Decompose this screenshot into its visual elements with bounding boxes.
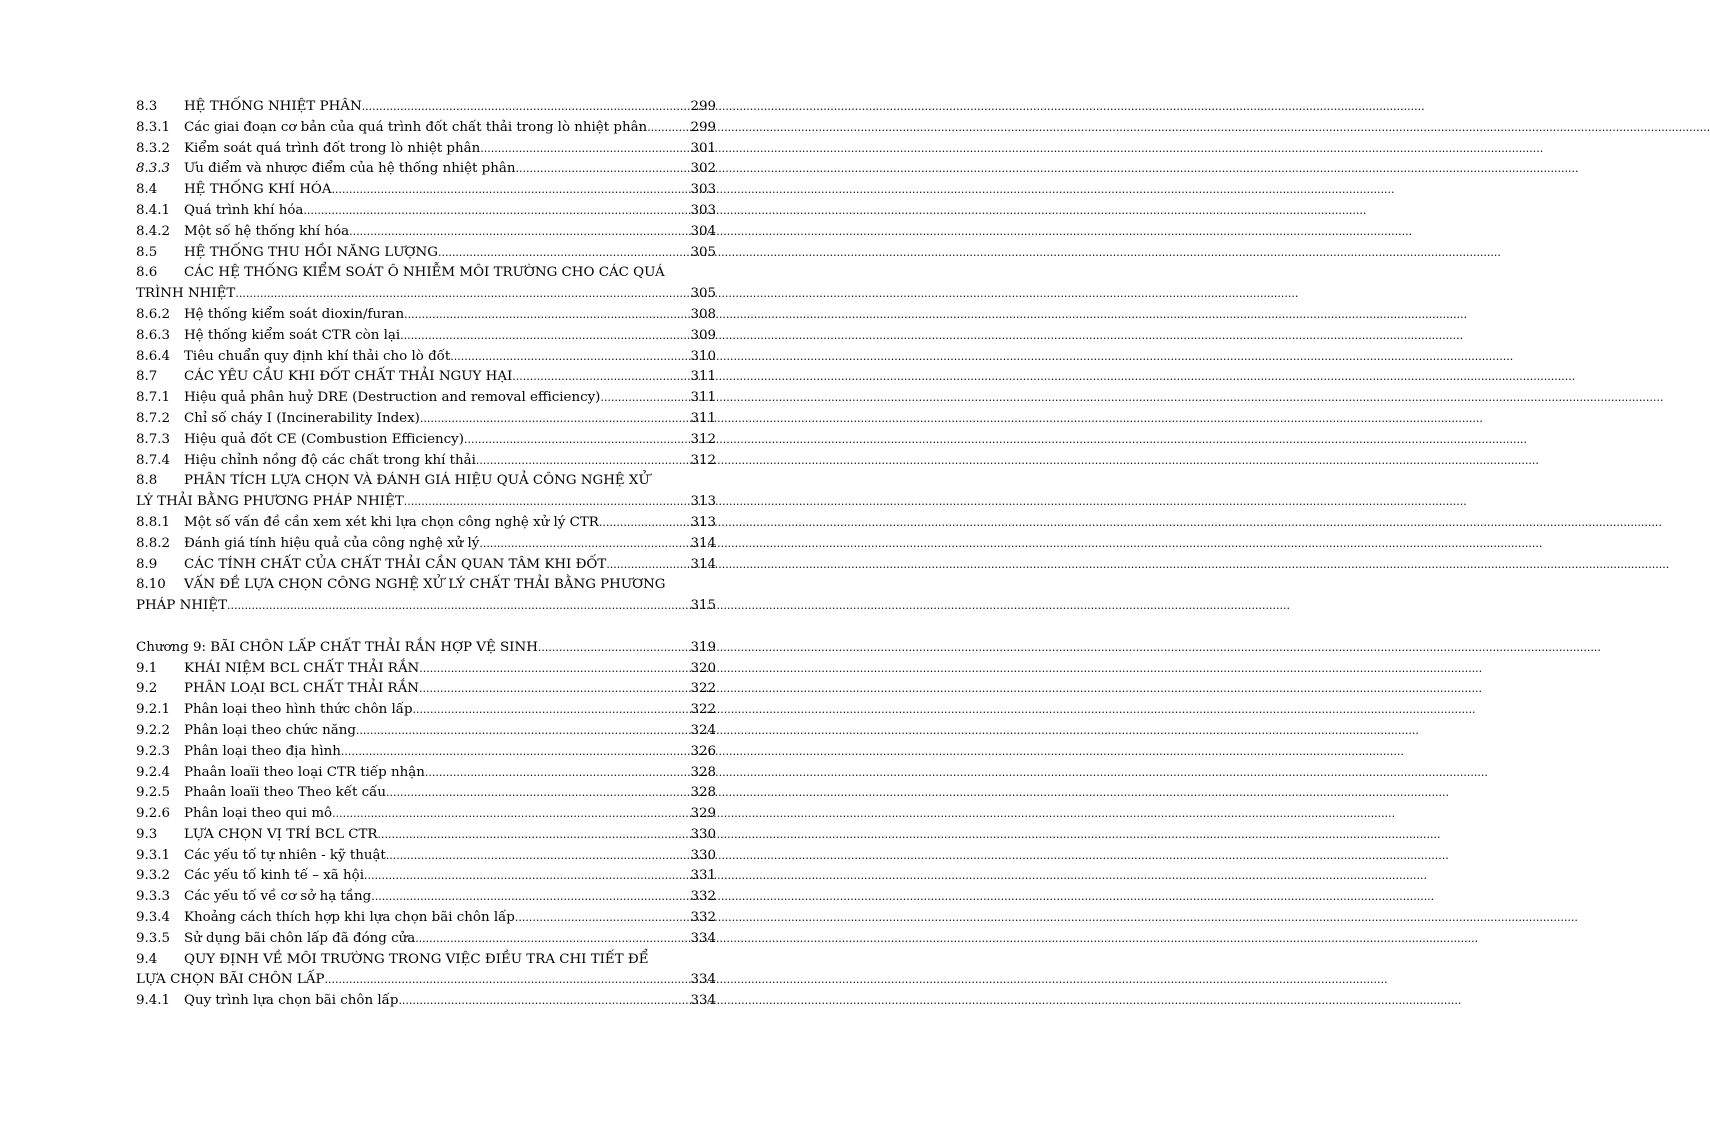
toc-page: 334 <box>690 930 716 946</box>
toc-entry-continuation[interactable] <box>136 492 716 513</box>
toc-title: CÁC HỆ THỐNG KIỂM SOÁT Ô NHIỄM MÔI TRƯỜNG CHO CÁC QUÁ <box>184 265 665 281</box>
toc-title: Phaân loaïi theo loại CTR tiếp nhận <box>184 764 425 780</box>
toc-entry[interactable] <box>136 534 716 555</box>
toc-title: Một số vấn đề cần xem xét khi lựa chọn công nghệ xử lý CTR <box>184 514 599 530</box>
toc-title: HỆ THỐNG NHIỆT PHÂN <box>184 99 362 114</box>
toc-number: 8.8.2 <box>136 535 171 551</box>
toc-page: 305 <box>690 244 716 260</box>
toc-page: 326 <box>690 743 716 759</box>
table-of-contents <box>136 97 716 1012</box>
toc-page: 302 <box>690 161 716 177</box>
toc-number: 9.2.2 <box>136 722 171 738</box>
toc-number: 8.3.1 <box>136 119 171 135</box>
toc-number: 9.2 <box>136 681 158 697</box>
toc-page: 320 <box>690 660 716 676</box>
toc-entry[interactable] <box>136 742 716 763</box>
toc-number: 9.2.6 <box>136 806 171 822</box>
toc-title: Các yếu tố tự nhiên - kỹ thuật <box>184 847 386 863</box>
toc-number: 8.7 <box>136 369 158 385</box>
toc-page: 313 <box>690 494 716 510</box>
toc-title: Ưu điểm và nhược điểm của hệ thống nhiệt phân <box>184 161 516 177</box>
toc-entry[interactable] <box>136 700 716 721</box>
toc-number: 8.7.2 <box>136 410 171 426</box>
toc-page: 329 <box>690 806 716 822</box>
toc-page: 330 <box>690 826 716 842</box>
toc-chapter-entry[interactable] <box>136 638 716 659</box>
toc-title-continued: TRÌNH NHIỆT <box>136 286 236 302</box>
toc-page: 311 <box>690 410 716 426</box>
toc-number: 8.7.1 <box>136 390 171 406</box>
toc-entry[interactable] <box>136 347 716 368</box>
toc-entry[interactable] <box>136 763 716 784</box>
toc-entry[interactable] <box>136 222 716 243</box>
toc-number: 9.4 <box>136 951 158 967</box>
toc-entry[interactable] <box>136 825 716 846</box>
toc-title: Phân loại theo qui mô <box>184 806 333 822</box>
toc-title: Hiệu chỉnh nồng độ các chất trong khí thải <box>184 452 476 468</box>
toc-entry[interactable] <box>136 866 716 887</box>
toc-page: 319 <box>690 639 716 655</box>
toc-entry[interactable] <box>136 659 716 680</box>
toc-number: 8.4 <box>136 182 158 198</box>
toc-number: 9.3 <box>136 826 158 842</box>
toc-number: 8.6 <box>136 265 158 281</box>
toc-title: Chỉ số cháy I (Incinerability Index) <box>184 410 420 426</box>
toc-title: Phân loại theo hình thức chôn lấp <box>184 702 413 718</box>
toc-number: 8.6.4 <box>136 348 171 364</box>
toc-page: 312 <box>690 452 716 468</box>
toc-entry[interactable] <box>136 388 716 409</box>
toc-page: 311 <box>690 390 716 406</box>
toc-title: Đánh giá tính hiệu quả của công nghệ xử lý <box>184 535 480 551</box>
toc-title: Hệ thống kiểm soát CTR còn lại <box>184 327 401 343</box>
toc-page: 328 <box>690 764 716 780</box>
toc-page: 301 <box>690 140 716 156</box>
toc-page: 314 <box>690 556 716 572</box>
toc-entry[interactable] <box>136 846 716 867</box>
toc-number: 8.8.1 <box>136 514 171 530</box>
toc-title: Các yếu tố về cơ sở hạ tầng <box>184 889 372 905</box>
toc-page: 303 <box>690 182 716 198</box>
toc-title: CÁC YÊU CẦU KHI ĐỐT CHẤT THẢI NGUY HẠI <box>184 369 513 385</box>
toc-title: Hiệu quả phân huỷ DRE (Destruction and removal efficiency) <box>184 390 601 406</box>
toc-title: Một số hệ thống khí hóa <box>184 223 350 239</box>
toc-number: 9.2.3 <box>136 743 171 759</box>
toc-number: 9.4.1 <box>136 993 171 1009</box>
toc-entry[interactable] <box>136 409 716 430</box>
toc-page: 299 <box>690 119 716 135</box>
toc-number: 8.10 <box>136 577 166 593</box>
toc-entry[interactable] <box>136 451 716 472</box>
toc-title-continued: LỰA CHỌN BÃI CHÔN LẤP <box>136 972 325 988</box>
toc-title: Phaân loaïi theo Theo kết cấu <box>184 785 386 801</box>
toc-page: 313 <box>690 514 716 530</box>
toc-entry[interactable] <box>136 243 716 264</box>
toc-title: PHÂN LOẠI BCL CHẤT THẢI RẮN <box>184 681 419 697</box>
toc-entry[interactable] <box>136 326 716 347</box>
toc-page: 322 <box>690 702 716 718</box>
toc-page: 305 <box>690 286 716 302</box>
toc-number: 9.3.5 <box>136 930 171 946</box>
toc-number: 8.4.1 <box>136 202 171 218</box>
toc-title: Các giai đoạn cơ bản của quá trình đốt chất thải trong lò nhiệt phân <box>184 119 648 135</box>
toc-entry[interactable] <box>136 575 716 596</box>
toc-title: LỰA CHỌN VỊ TRÍ BCL CTR <box>184 826 378 842</box>
toc-number: 8.3.2 <box>136 140 171 156</box>
toc-title: Hiệu quả đốt CE (Combustion Efficiency) <box>184 431 464 447</box>
toc-entry-continuation[interactable] <box>136 596 716 617</box>
toc-page: 304 <box>690 223 716 239</box>
toc-number: 8.3.3 <box>136 161 171 177</box>
toc-title: HỆ THỐNG THU HỒI NĂNG LƯỢNG <box>184 244 438 260</box>
chapter-title: Chương 9: BÃI CHÔN LẤP CHẤT THẢI RẮN HỢP VỆ SINH <box>136 639 538 655</box>
toc-entry[interactable] <box>136 367 716 388</box>
toc-entry[interactable] <box>136 679 716 700</box>
toc-title: Kiểm soát quá trình đốt trong lò nhiệt phân <box>184 140 481 156</box>
toc-number: 9.3.3 <box>136 889 171 905</box>
toc-title: Các yếu tố kinh tế – xã hội <box>184 868 364 884</box>
toc-page: 324 <box>690 722 716 738</box>
toc-entry[interactable] <box>136 139 716 160</box>
toc-page: 322 <box>690 681 716 697</box>
toc-entry[interactable] <box>136 991 716 1012</box>
toc-number: 8.6.2 <box>136 306 171 322</box>
toc-entry[interactable] <box>136 783 716 804</box>
toc-title: Phân loại theo địa hình <box>184 743 341 759</box>
toc-entry[interactable] <box>136 97 716 118</box>
toc-entry[interactable] <box>136 471 716 492</box>
spacer <box>136 617 716 638</box>
toc-page: 328 <box>690 785 716 801</box>
toc-title: Sử dụng bãi chôn lấp đã đóng cửa <box>184 930 416 946</box>
toc-number: 9.2.1 <box>136 702 171 718</box>
toc-page: 315 <box>690 598 716 614</box>
toc-entry[interactable] <box>136 721 716 742</box>
toc-page: 332 <box>690 889 716 905</box>
toc-number: 9.3.4 <box>136 910 171 926</box>
toc-title: Tiêu chuẩn quy định khí thải cho lò đốt <box>184 348 451 364</box>
toc-entry[interactable] <box>136 159 716 180</box>
toc-page: 310 <box>690 348 716 364</box>
toc-entry[interactable] <box>136 908 716 929</box>
toc-entry[interactable] <box>136 555 716 576</box>
toc-entry[interactable] <box>136 263 716 284</box>
toc-title: Quy trình lựa chọn bãi chôn lấp <box>184 993 399 1009</box>
toc-entry[interactable] <box>136 118 716 139</box>
toc-entry[interactable] <box>136 305 716 326</box>
toc-number: 8.4.2 <box>136 223 171 239</box>
toc-number: 8.9 <box>136 556 158 572</box>
toc-page: 303 <box>690 202 716 218</box>
toc-page: 334 <box>690 993 716 1009</box>
toc-title-continued: PHÁP NHIỆT <box>136 598 228 614</box>
toc-page: 311 <box>690 369 716 385</box>
toc-entry-continuation[interactable] <box>136 970 716 991</box>
toc-page: 314 <box>690 535 716 551</box>
toc-title: Quá trình khí hóa <box>184 202 304 218</box>
toc-number: 8.3 <box>136 99 158 114</box>
toc-number: 8.6.3 <box>136 327 171 343</box>
toc-entry[interactable] <box>136 201 716 222</box>
toc-entry[interactable] <box>136 180 716 201</box>
toc-title: QUY ĐỊNH VỀ MÔI TRƯỜNG TRONG VIỆC ĐIỀU TRA CHI TIẾT ĐỂ <box>184 951 649 967</box>
toc-entry-continuation[interactable] <box>136 284 716 305</box>
toc-number: 9.2.5 <box>136 785 171 801</box>
toc-title: KHÁI NIỆM BCL CHẤT THẢI RẮN <box>184 660 420 676</box>
toc-entry[interactable] <box>136 950 716 971</box>
toc-number: 8.8 <box>136 473 158 489</box>
toc-entry[interactable] <box>136 887 716 908</box>
toc-title: Khoảng cách thích hợp khi lựa chọn bãi chôn lấp <box>184 910 515 926</box>
toc-entry[interactable] <box>136 929 716 950</box>
toc-page: 308 <box>690 306 716 322</box>
toc-page: 332 <box>690 910 716 926</box>
toc-page: 331 <box>690 868 716 884</box>
toc-title: CÁC TÍNH CHẤT CỦA CHẤT THẢI CẦN QUAN TÂM KHI ĐỐT <box>184 556 607 572</box>
toc-title-continued: LÝ THẢI BẰNG PHƯƠNG PHÁP NHIỆT <box>136 494 404 510</box>
toc-entry[interactable] <box>136 430 716 451</box>
toc-title: Phân loại theo chức năng <box>184 722 356 738</box>
toc-entry[interactable] <box>136 513 716 534</box>
toc-page: 299 <box>690 99 716 114</box>
toc-entry[interactable] <box>136 804 716 825</box>
toc-page: 312 <box>690 431 716 447</box>
toc-number: 9.3.2 <box>136 868 171 884</box>
toc-number: 8.5 <box>136 244 158 260</box>
toc-page: 309 <box>690 327 716 343</box>
toc-page: 334 <box>690 972 716 988</box>
toc-number: 8.7.3 <box>136 431 171 447</box>
toc-title: Hệ thống kiểm soát dioxin/furan <box>184 306 405 322</box>
toc-title: HỆ THỐNG KHÍ HÓA <box>184 182 332 198</box>
toc-title: VẤN ĐỀ LỰA CHỌN CÔNG NGHỆ XỬ LÝ CHẤT THẢI BẰNG PHƯƠNG <box>184 577 666 593</box>
toc-title: PHÂN TÍCH LỰA CHỌN VÀ ĐÁNH GIÁ HIỆU QUẢ CÔNG NGHỆ XỬ <box>184 473 650 489</box>
toc-number: 9.3.1 <box>136 847 171 863</box>
toc-number: 9.1 <box>136 660 158 676</box>
toc-number: 8.7.4 <box>136 452 171 468</box>
toc-page: 330 <box>690 847 716 863</box>
toc-number: 9.2.4 <box>136 764 171 780</box>
